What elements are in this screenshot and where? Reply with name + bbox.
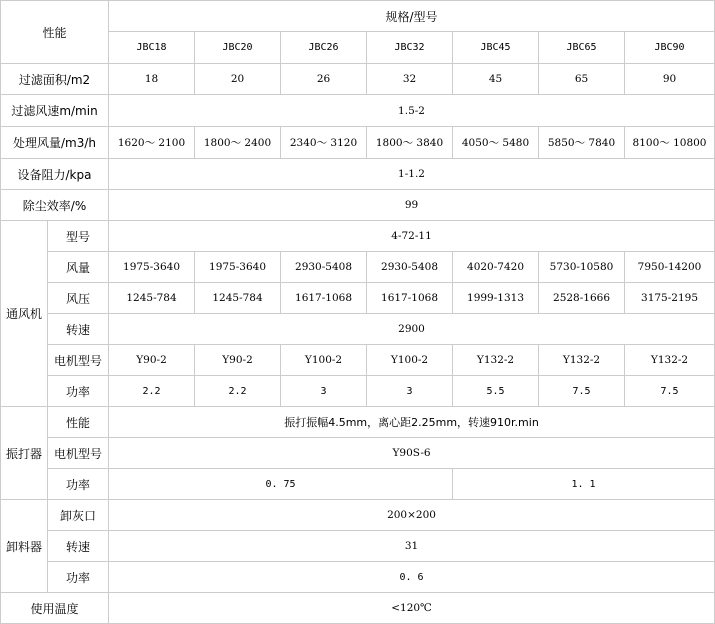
vibrator-power-value-b: 1. 1 <box>453 469 715 500</box>
filter-area-label: 过滤面积/m2 <box>1 64 109 95</box>
unloader-power-value: 0. 6 <box>109 562 715 593</box>
vibrator-motor-label: 电机型号 <box>48 438 109 469</box>
filter-area-value: 20 <box>195 64 281 95</box>
air-volume-value: 1800～ 3840 <box>367 127 453 159</box>
air-volume-value: 8100～ 10800 <box>625 127 715 159</box>
filter-area-value: 90 <box>625 64 715 95</box>
fan-pressure-label: 风压 <box>48 283 109 314</box>
air-volume-value: 5850～ 7840 <box>539 127 625 159</box>
resistance-row <box>1 159 715 190</box>
vibrator-power-row <box>1 469 715 500</box>
unloader-group-label: 卸料器 <box>1 500 48 593</box>
filter-area-value: 65 <box>539 64 625 95</box>
temperature-label: 使用温度 <box>1 593 109 624</box>
fan-pressure-value: 1245-784 <box>109 283 195 314</box>
fan-motor-value: Y132-2 <box>453 345 539 376</box>
fan-motor-value: Y132-2 <box>539 345 625 376</box>
filter-speed-row <box>1 95 715 127</box>
header-row <box>1 1 715 32</box>
model-cell: JBC26 <box>281 32 367 64</box>
resistance-label: 设备阻力/kpa <box>1 159 109 190</box>
air-volume-value: 4050～ 5480 <box>453 127 539 159</box>
fan-pressure-value: 3175-2195 <box>625 283 715 314</box>
fan-power-label: 功率 <box>48 376 109 407</box>
filter-area-value: 32 <box>367 64 453 95</box>
filter-speed-label: 过滤风速m/min <box>1 95 109 127</box>
fan-pressure-value: 1617-1068 <box>367 283 453 314</box>
fan-motor-row <box>1 345 715 376</box>
air-volume-value: 1620～ 2100 <box>109 127 195 159</box>
fan-air-volume-value: 4020-7420 <box>453 252 539 283</box>
fan-group-label: 通风机 <box>1 221 48 407</box>
fan-pressure-value: 1617-1068 <box>281 283 367 314</box>
fan-power-value: 7.5 <box>625 376 715 407</box>
fan-power-value: 2.2 <box>195 376 281 407</box>
filter-speed-value: 1.5-2 <box>109 95 715 127</box>
vibrator-power-value-a: 0. 75 <box>109 469 453 500</box>
temperature-row <box>1 593 715 624</box>
temperature-value: <120℃ <box>109 593 715 624</box>
fan-motor-label: 电机型号 <box>48 345 109 376</box>
filter-area-value: 18 <box>109 64 195 95</box>
fan-air-volume-value: 1975-3640 <box>195 252 281 283</box>
vibrator-motor-value: Y90S-6 <box>109 438 715 469</box>
unloader-outlet-row <box>1 500 715 531</box>
fan-power-value: 5.5 <box>453 376 539 407</box>
filter-area-value: 45 <box>453 64 539 95</box>
vibrator-performance-value: 振打振幅4.5mm，离心距2.25mm，转速910r.min <box>109 407 715 438</box>
fan-air-volume-value: 1975-3640 <box>109 252 195 283</box>
fan-pressure-row <box>1 283 715 314</box>
models-row <box>1 32 715 64</box>
fan-power-value: 3 <box>367 376 453 407</box>
fan-speed-label: 转速 <box>48 314 109 345</box>
fan-air-volume-row <box>1 252 715 283</box>
fan-power-value: 7.5 <box>539 376 625 407</box>
vibrator-performance-label: 性能 <box>48 407 109 438</box>
fan-pressure-value: 2528-1666 <box>539 283 625 314</box>
header-spec-label: 规格/型号 <box>109 1 715 32</box>
model-cell: JBC65 <box>539 32 625 64</box>
fan-speed-value: 2900 <box>109 314 715 345</box>
efficiency-label: 除尘效率/% <box>1 190 109 221</box>
fan-motor-value: Y90-2 <box>195 345 281 376</box>
model-cell: JBC20 <box>195 32 281 64</box>
unloader-power-row <box>1 562 715 593</box>
fan-pressure-value: 1245-784 <box>195 283 281 314</box>
fan-motor-value: Y100-2 <box>281 345 367 376</box>
unloader-power-label: 功率 <box>48 562 109 593</box>
model-cell: JBC18 <box>109 32 195 64</box>
fan-power-value: 3 <box>281 376 367 407</box>
fan-motor-value: Y90-2 <box>109 345 195 376</box>
unloader-speed-row <box>1 531 715 562</box>
fan-air-volume-label: 风量 <box>48 252 109 283</box>
filter-area-row <box>1 64 715 95</box>
efficiency-value: 99 <box>109 190 715 221</box>
air-volume-value: 1800～ 2400 <box>195 127 281 159</box>
unloader-speed-label: 转速 <box>48 531 109 562</box>
resistance-value: 1-1.2 <box>109 159 715 190</box>
fan-power-row <box>1 376 715 407</box>
air-volume-label: 处理风量/m3/h <box>1 127 109 159</box>
fan-air-volume-value: 2930-5408 <box>367 252 453 283</box>
fan-model-value: 4-72-11 <box>109 221 715 252</box>
air-volume-row <box>1 127 715 159</box>
vibrator-motor-row <box>1 438 715 469</box>
header-perf-label: 性能 <box>1 1 109 64</box>
efficiency-row <box>1 190 715 221</box>
fan-motor-value: Y132-2 <box>625 345 715 376</box>
unloader-outlet-label: 卸灰口 <box>48 500 109 531</box>
fan-air-volume-value: 2930-5408 <box>281 252 367 283</box>
vibrator-group-label: 振打器 <box>1 407 48 500</box>
vibrator-performance-row <box>1 407 715 438</box>
fan-speed-row <box>1 314 715 345</box>
unloader-speed-value: 31 <box>109 531 715 562</box>
fan-pressure-value: 1999-1313 <box>453 283 539 314</box>
fan-model-label: 型号 <box>48 221 109 252</box>
fan-air-volume-value: 5730-10580 <box>539 252 625 283</box>
model-cell: JBC45 <box>453 32 539 64</box>
vibrator-power-label: 功率 <box>48 469 109 500</box>
fan-power-value: 2.2 <box>109 376 195 407</box>
air-volume-value: 2340～ 3120 <box>281 127 367 159</box>
model-cell: JBC90 <box>625 32 715 64</box>
fan-model-row <box>1 221 715 252</box>
model-cell: JBC32 <box>367 32 453 64</box>
filter-area-value: 26 <box>281 64 367 95</box>
fan-motor-value: Y100-2 <box>367 345 453 376</box>
fan-air-volume-value: 7950-14200 <box>625 252 715 283</box>
unloader-outlet-value: 200×200 <box>109 500 715 531</box>
